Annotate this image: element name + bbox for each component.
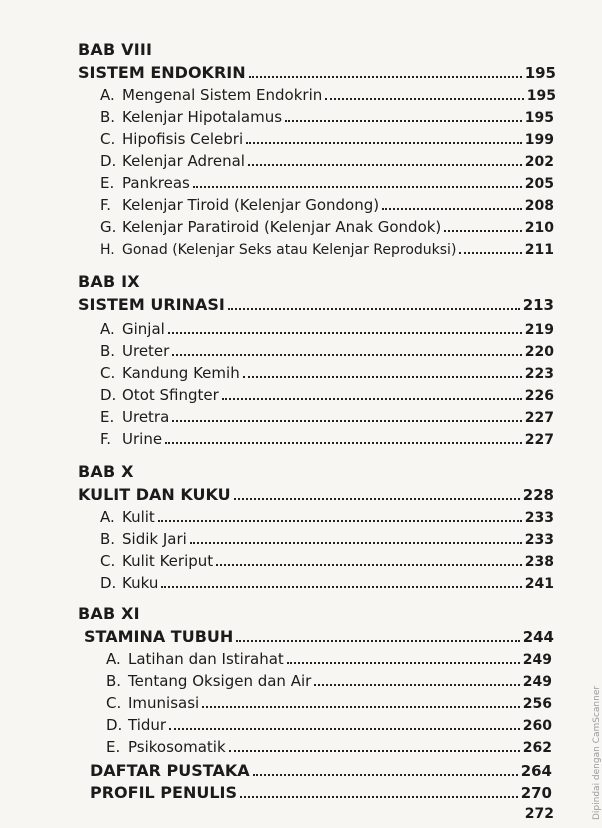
toc-entry: C. Kandung Kemih 223 xyxy=(100,364,554,382)
page-number: 244 xyxy=(522,628,554,646)
entry-text: Tentang Oksigen dan Air xyxy=(128,672,312,690)
entry-text: Kelenjar Paratiroid (Kelenjar Anak Gondok) xyxy=(122,218,442,236)
page-number: 249 xyxy=(522,674,552,690)
entry-text: Tidur xyxy=(128,716,167,734)
page-number: 199 xyxy=(524,132,554,148)
page-number: 211 xyxy=(524,242,554,258)
page-number: 195 xyxy=(526,88,556,104)
page-number: 262 xyxy=(522,740,552,756)
entry-text: Kuku xyxy=(122,574,159,592)
page-number: 210 xyxy=(524,220,554,236)
page-number: 264 xyxy=(520,762,552,780)
toc-entry: C. Hipofisis Celebri 199 xyxy=(100,130,554,148)
toc-entry: E. Uretra 227 xyxy=(100,408,554,426)
entry-text: Kelenjar Adrenal xyxy=(122,152,245,170)
page-number: 227 xyxy=(524,410,554,426)
profil-penulis-row xyxy=(90,782,552,802)
page-number: 195 xyxy=(524,110,554,126)
chapter-title: SISTEM ENDOKRIN xyxy=(78,63,246,82)
page-number: 228 xyxy=(522,486,554,504)
toc-entry: A. Kulit 233 xyxy=(100,508,554,526)
page-number: 249 xyxy=(522,652,552,668)
entry-text: Hipofisis Celebri xyxy=(122,130,244,148)
entry-text: Kandung Kemih xyxy=(122,364,240,382)
chapter-heading: BAB XI xyxy=(78,604,140,623)
chapter-heading: BAB IX xyxy=(78,272,140,291)
page-number: 213 xyxy=(522,296,554,314)
page-number: 233 xyxy=(524,510,554,526)
chapter-title: STAMINA TUBUH xyxy=(84,627,234,646)
chapter-title-row xyxy=(78,294,554,314)
toc-entry: B. Tentang Oksigen dan Air 249 xyxy=(106,672,552,690)
extra-title: PROFIL PENULIS xyxy=(90,783,238,802)
entry-text: Sidik Jari xyxy=(122,530,187,548)
entry-text: Mengenal Sistem Endokrin xyxy=(122,86,323,104)
page-number: 233 xyxy=(524,532,554,548)
chapter-title-row xyxy=(84,626,554,646)
entry-text: Kulit xyxy=(122,508,155,526)
entry-text: Kelenjar Hipotalamus xyxy=(122,108,283,126)
page-number: 270 xyxy=(520,784,552,802)
page-number: 227 xyxy=(524,432,554,448)
toc-entry: B. Sidik Jari 233 xyxy=(100,530,554,548)
entry-text: Ginjal xyxy=(122,320,165,338)
chapter-title: KULIT DAN KUKU xyxy=(78,485,231,504)
toc-entry: F. Urine 227 xyxy=(100,430,554,448)
entry-text: Ureter xyxy=(122,342,170,360)
page-number: 226 xyxy=(524,388,554,404)
toc-entry: D. Kelenjar Adrenal 202 xyxy=(100,152,554,170)
toc-entry: A. Latihan dan Istirahat 249 xyxy=(106,650,552,668)
entry-text: Imunisasi xyxy=(128,694,200,712)
entry-text: Pankreas xyxy=(122,174,190,192)
page-number: 241 xyxy=(524,576,554,592)
page-number: 219 xyxy=(524,322,554,338)
chapter-title-row xyxy=(78,484,554,504)
toc-entry: A. Mengenal Sistem Endokrin 195 xyxy=(100,86,556,104)
chapter-heading: BAB X xyxy=(78,462,134,481)
toc-entry: B. Kelenjar Hipotalamus 195 xyxy=(100,108,554,126)
toc-entry: E. Pankreas 205 xyxy=(100,174,554,192)
chapter-title-row xyxy=(78,62,556,82)
page-number: 260 xyxy=(522,718,552,734)
toc-entry: E. Psikosomatik 262 xyxy=(106,738,552,756)
toc-entry: F. Kelenjar Tiroid (Kelenjar Gondong) 208 xyxy=(100,196,554,214)
extra-title: DAFTAR PUSTAKA xyxy=(90,761,250,780)
page-number: 208 xyxy=(524,198,554,214)
toc-entry: B. Ureter 220 xyxy=(100,342,554,360)
entry-text: Urine xyxy=(122,430,163,448)
watermark-text: Dipindai dengan CamScanner xyxy=(592,685,602,820)
page-number: 272 xyxy=(524,806,554,822)
toc-entry: C. Kulit Keriput 238 xyxy=(100,552,554,570)
chapter-title: SISTEM URINASI xyxy=(78,295,225,314)
toc-entry: G. Kelenjar Paratiroid (Kelenjar Anak Gondok) 210 xyxy=(100,218,554,236)
entry-text: Psikosomatik xyxy=(128,738,226,756)
scanner-watermark xyxy=(582,620,602,820)
toc-entry: D. Tidur 260 xyxy=(106,716,552,734)
page-number: 223 xyxy=(524,366,554,382)
entry-text: Kulit Keriput xyxy=(122,552,214,570)
toc-entry: D. Kuku 241 xyxy=(100,574,554,592)
trailing-page-number xyxy=(520,802,554,822)
page-number: 238 xyxy=(524,554,554,570)
entry-text: Otot Sfingter xyxy=(122,386,219,404)
entry-text: Kelenjar Tiroid (Kelenjar Gondong) xyxy=(122,196,380,214)
entry-text: Gonad (Kelenjar Seks atau Kelenjar Reproduksi) xyxy=(122,242,457,258)
toc-entry: H. Gonad (Kelenjar Seks atau Kelenjar Reproduksi) 211 xyxy=(100,242,554,258)
chapter-heading: BAB VIII xyxy=(78,40,153,59)
toc-entry: D. Otot Sfingter 226 xyxy=(100,386,554,404)
page-number: 220 xyxy=(524,344,554,360)
page-number: 195 xyxy=(524,64,556,82)
toc-entry: C. Imunisasi 256 xyxy=(106,694,552,712)
entry-text: Uretra xyxy=(122,408,170,426)
entry-text: Latihan dan Istirahat xyxy=(128,650,284,668)
page-number: 205 xyxy=(524,176,554,192)
toc-entry: A. Ginjal 219 xyxy=(100,320,554,338)
page-number: 256 xyxy=(522,696,552,712)
page-number: 202 xyxy=(524,154,554,170)
daftar-pustaka-row xyxy=(90,760,552,780)
